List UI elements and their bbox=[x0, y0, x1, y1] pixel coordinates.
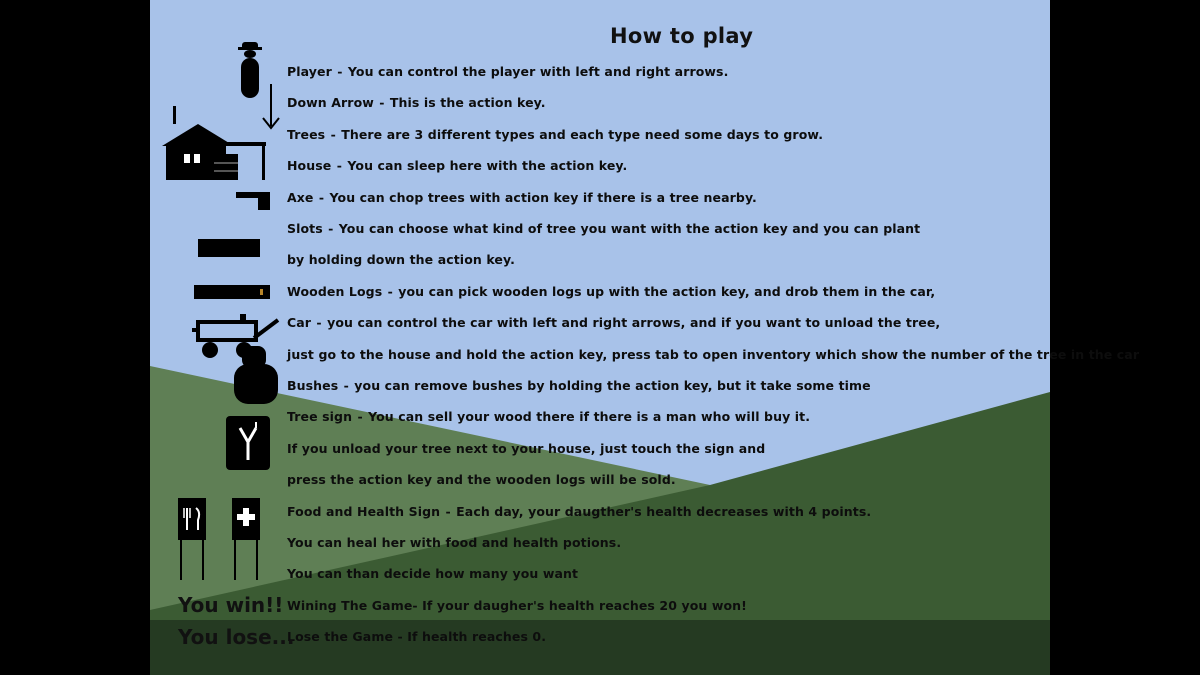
instruction-label: Down Arrow bbox=[287, 95, 374, 111]
instruction-text: There are 3 different types and each type need some days to grow. bbox=[341, 126, 824, 142]
instruction-line bbox=[287, 221, 920, 236]
instruction-line bbox=[287, 629, 546, 644]
separator: - bbox=[336, 158, 343, 174]
instruction-line bbox=[287, 284, 935, 299]
instruction-text: by holding down the action key. bbox=[287, 252, 515, 268]
food-sign-icon bbox=[176, 496, 210, 582]
instruction-line bbox=[287, 64, 728, 79]
instruction-text: Each day, your daugther's health decreases with 4 points. bbox=[456, 503, 872, 519]
instruction-text: You can choose what kind of tree you want with the action key and you can plant bbox=[338, 221, 921, 236]
instruction-label: Tree sign bbox=[287, 409, 353, 425]
separator: - bbox=[357, 409, 363, 425]
instruction-line bbox=[287, 598, 747, 613]
instruction-label: Slots bbox=[287, 221, 323, 236]
instruction-text: you can control the car with left and right arrows, and if you want to unload the tree, bbox=[327, 315, 941, 331]
instruction-text: you can pick wooden logs up with the action key, and drob them in the car, bbox=[398, 283, 936, 299]
instruction-line bbox=[287, 127, 823, 142]
instruction-line bbox=[287, 535, 621, 550]
instruction-line bbox=[287, 95, 546, 110]
win-label: You win!! bbox=[178, 593, 284, 617]
bush-icon bbox=[232, 346, 282, 406]
house-icon bbox=[162, 104, 268, 182]
health-sign-icon bbox=[230, 496, 264, 582]
instruction-text: You can than decide how many you want bbox=[287, 566, 579, 582]
instruction-line bbox=[287, 315, 940, 330]
instruction-text: you can remove bushes by holding the action key, but it take some time bbox=[354, 378, 871, 393]
instruction-label: Food and Health Sign bbox=[287, 503, 441, 519]
instruction-line bbox=[287, 378, 871, 393]
separator: - bbox=[316, 315, 322, 331]
axe-icon bbox=[236, 190, 272, 212]
instruction-text: If you unload your tree next to your house, just touch the sign and bbox=[287, 440, 766, 456]
instruction-label: Trees bbox=[287, 126, 326, 142]
instruction-line bbox=[287, 347, 1139, 362]
instruction-text: You can chop trees with action key if there is a tree nearby. bbox=[329, 189, 757, 205]
instruction-label: Bushes bbox=[287, 378, 339, 393]
separator: - bbox=[387, 283, 393, 299]
instruction-label: House bbox=[287, 158, 332, 174]
instruction-text: press the action key and the wooden logs will be sold. bbox=[287, 472, 676, 488]
instruction-text: You can heal her with food and health potions. bbox=[287, 535, 622, 550]
instruction-line bbox=[287, 504, 871, 519]
game-screen bbox=[150, 0, 1140, 675]
instruction-label: Player bbox=[287, 64, 332, 79]
wooden-log-icon bbox=[194, 284, 272, 300]
instruction-text: You can sell your wood there if there is a man who will buy it. bbox=[368, 409, 811, 425]
player-icon bbox=[238, 42, 262, 100]
instruction-line bbox=[287, 472, 676, 487]
instruction-text: You can sleep here with the action key. bbox=[347, 158, 628, 174]
lose-label: You lose... bbox=[178, 625, 295, 649]
instruction-text: You can control the player with left and right arrows. bbox=[347, 64, 729, 79]
landscape-background bbox=[150, 0, 1050, 675]
separator: - bbox=[445, 503, 451, 519]
separator: - bbox=[328, 221, 334, 236]
separator: - bbox=[337, 64, 343, 79]
separator: - bbox=[330, 126, 336, 142]
instruction-text: just go to the house and hold the action key, press tab to open inventory which show the number of the tree in the car bbox=[287, 346, 1140, 362]
instruction-line bbox=[287, 190, 757, 205]
instruction-label: Wooden Logs bbox=[287, 283, 383, 299]
instruction-text: This is the action key. bbox=[389, 95, 546, 111]
separator: - bbox=[343, 378, 349, 393]
instruction-text: Wining The Game- If your daugher's health reaches 20 you won! bbox=[287, 597, 747, 613]
instruction-line bbox=[287, 158, 627, 173]
instruction-line bbox=[287, 441, 765, 456]
instruction-label: Axe bbox=[287, 189, 314, 205]
page-title: How to play bbox=[610, 24, 754, 48]
separator: - bbox=[379, 95, 385, 111]
instruction-line bbox=[287, 409, 810, 424]
slot-icon bbox=[198, 239, 260, 257]
instruction-label: Car bbox=[287, 315, 312, 331]
instruction-text: Lose the Game - If health reaches 0. bbox=[287, 629, 547, 645]
separator: - bbox=[318, 189, 325, 205]
instruction-line bbox=[287, 566, 578, 581]
instruction-line bbox=[287, 252, 515, 267]
tree-sign-icon bbox=[226, 416, 270, 472]
